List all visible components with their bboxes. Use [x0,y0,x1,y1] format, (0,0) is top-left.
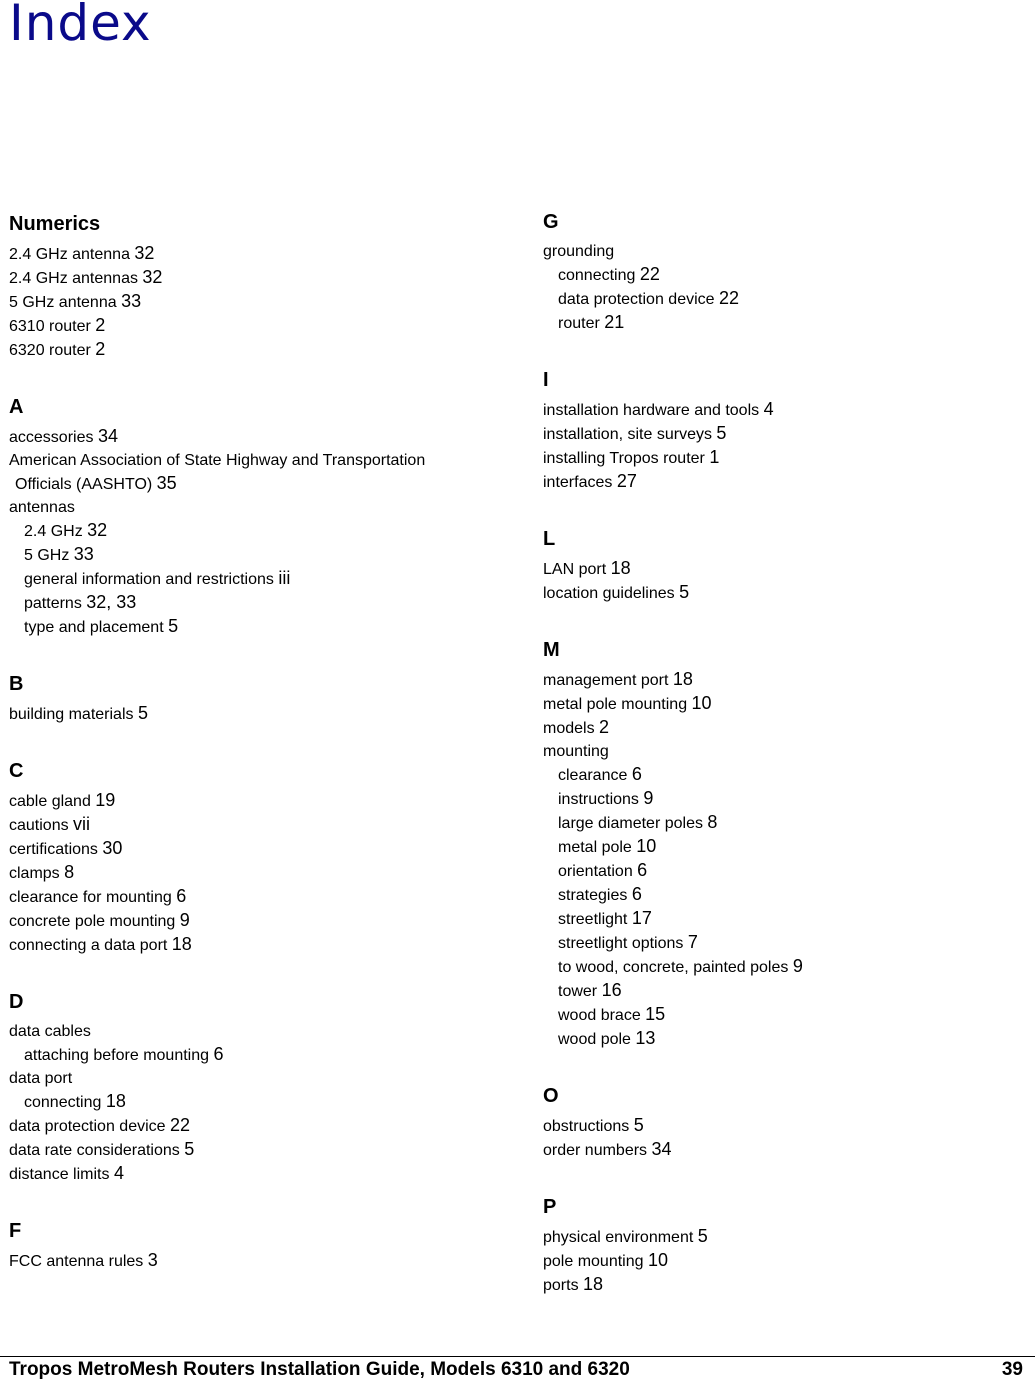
index-entry [543,446,1035,470]
index-entry [543,240,1035,263]
index-page-ref[interactable]: 17 [631,908,652,928]
index-subentry [543,1027,1035,1051]
index-entry-text: metal pole [558,839,632,856]
index-section-heading: M [543,639,560,661]
index-entry-text: 5 GHz [24,547,70,564]
index-page-ref[interactable]: 2 [95,339,106,359]
index-page-ref[interactable]: iii [278,568,291,588]
index-page-ref[interactable]: 18 [105,1091,126,1111]
index-subentry [543,287,1035,311]
index-entry-text: data protection device [558,291,715,308]
index-section [543,208,1035,335]
index-page-ref[interactable]: 9 [792,956,803,976]
index-page-ref[interactable]: 34 [97,426,118,446]
index-page-ref[interactable]: 6 [631,884,642,904]
index-page-ref[interactable]: 30 [102,838,123,858]
index-entry [543,470,1035,494]
index-page-ref[interactable]: 5 [184,1139,195,1159]
index-page-ref[interactable]: 32, 33 [86,592,137,612]
index-page-ref[interactable]: 10 [636,836,657,856]
index-subentry [543,907,1035,931]
index-entry [9,242,509,266]
index-entry-text: data port [9,1070,73,1087]
index-page-ref[interactable]: 22 [170,1115,191,1135]
index-entry-text: metal pole mounting [543,696,688,713]
index-section [543,1193,1035,1297]
index-page-ref[interactable]: 33 [73,544,94,564]
index-page-ref[interactable]: 32 [142,267,163,287]
index-entry-text: pole mounting [543,1253,644,1270]
index-entry [9,909,509,933]
index-section-heading: L [543,528,556,550]
index-entry-text: interfaces [543,474,613,491]
index-entry-text: physical environment [543,1229,694,1246]
index-subentry [543,883,1035,907]
index-page-ref[interactable]: 8 [707,812,718,832]
index-entry [9,290,509,314]
index-entry [543,1225,1035,1249]
page-title: Index [9,0,152,52]
index-entry-text: to wood, concrete, painted poles [558,959,789,976]
index-page-ref[interactable]: 5 [716,423,727,443]
index-entry-text: models [543,720,595,737]
index-page-ref[interactable]: 4 [113,1163,124,1183]
index-page-ref[interactable]: 22 [719,288,740,308]
index-entry-text: 2.4 GHz [24,523,83,540]
index-entry-text: tower [558,983,598,1000]
index-page-ref[interactable]: 9 [643,788,654,808]
index-page-ref[interactable]: 19 [95,790,116,810]
index-subentry [543,811,1035,835]
index-entry-text: ports [543,1277,579,1294]
index-entry [9,1067,509,1090]
index-entry-continuation-text: Officials (AASHTO) [15,476,153,493]
index-page-ref[interactable]: 18 [583,1274,604,1294]
index-subentry [543,263,1035,287]
index-entry-text: clearance for mounting [9,889,172,906]
index-entry [9,933,509,957]
index-entry-text: obstructions [543,1118,630,1135]
index-page-ref[interactable]: 2 [599,717,610,737]
index-entry-text: streetlight options [558,935,684,952]
index-page-ref[interactable]: 3 [147,1250,158,1270]
index-subentry [543,931,1035,955]
index-entry [9,449,509,496]
index-subentry [543,1003,1035,1027]
index-entry-text: antennas [9,499,75,516]
index-entry-text: 5 GHz antenna [9,294,117,311]
index-entry-text: 6310 router [9,318,91,335]
index-section [9,210,509,362]
index-entry [543,1273,1035,1297]
footer-page-number: 39 [1001,1359,1023,1380]
index-section [9,393,509,639]
index-section [543,525,1035,605]
index-entry-text: data rate considerations [9,1142,180,1159]
index-page-ref[interactable]: 6 [637,860,648,880]
index-entry-text: data protection device [9,1118,166,1135]
index-section-heading: P [543,1196,557,1218]
index-section [9,670,509,726]
index-entry-text: order numbers [543,1142,648,1159]
index-page-ref[interactable]: 32 [87,520,108,540]
index-entry [9,338,509,362]
index-entry-text: American Association of State Highway and Transportation [9,452,426,469]
index-page-ref[interactable]: 5 [697,1226,708,1246]
index-subentry [9,543,509,567]
index-section-heading: B [9,673,24,695]
index-section-heading: D [9,991,24,1013]
index-page-ref[interactable]: 8 [64,862,75,882]
index-page-ref[interactable]: 22 [639,264,660,284]
index-subentry [543,955,1035,979]
index-page-ref[interactable]: 6 [631,764,642,784]
index-subentry [9,567,509,591]
index-entry-text: connecting [24,1094,102,1111]
index-entry-text: instructions [558,791,639,808]
index-page-ref[interactable]: 6 [176,886,187,906]
index-subentry [543,835,1035,859]
index-entry [9,1249,509,1273]
index-subentry [9,1090,509,1114]
index-entry-text: connecting [558,267,636,284]
index-entry [9,1138,509,1162]
index-page-ref[interactable]: 21 [604,312,625,332]
index-entry-text: cautions [9,817,69,834]
index-entry [543,422,1035,446]
index-entry [9,861,509,885]
index-entry [543,1249,1035,1273]
index-entry [9,885,509,909]
index-page-ref[interactable]: 18 [610,558,631,578]
index-section-heading: Numerics [9,213,101,235]
index-entry-text: mounting [543,743,609,760]
index-entry [9,1162,509,1186]
index-page-ref[interactable]: 33 [121,291,142,311]
index-section-heading: I [543,369,549,391]
index-entry-text: 2.4 GHz antennas [9,270,138,287]
index-entry-text: type and placement [24,619,164,636]
index-section-heading: C [9,760,24,782]
index-entry-text: location guidelines [543,585,675,602]
index-entry-text: LAN port [543,561,607,578]
index-entry-text: certifications [9,841,98,858]
index-page-ref[interactable]: 5 [137,703,148,723]
index-entry [543,557,1035,581]
index-entry-text: management port [543,672,669,689]
index-entry-text: strategies [558,887,628,904]
index-page-ref[interactable]: 4 [763,399,774,419]
index-column-left [9,208,509,1273]
index-entry-text: router [558,315,600,332]
index-entry [9,496,509,519]
index-entry-text: orientation [558,863,633,880]
index-subentry [9,615,509,639]
index-entry-text: FCC antenna rules [9,1253,144,1270]
index-entry [543,398,1035,422]
index-page-ref[interactable]: 27 [616,471,637,491]
index-page-ref[interactable]: vii [73,814,91,834]
index-entry [543,716,1035,740]
index-page-ref[interactable]: 10 [691,693,712,713]
index-entry [9,314,509,338]
index-entry [9,837,509,861]
index-section [9,1217,509,1273]
index-page-ref[interactable]: 13 [635,1028,656,1048]
index-page-ref[interactable]: 35 [156,473,177,493]
index-subentry [543,859,1035,883]
index-page-ref[interactable]: 32 [134,243,155,263]
index-section [543,636,1035,1051]
index-entry-text: distance limits [9,1166,110,1183]
index-entry [9,702,509,726]
index-entry [9,813,509,837]
index-page-ref[interactable]: 7 [687,932,698,952]
index-subentry [543,763,1035,787]
index-entry-continuation [9,472,509,496]
index-entry-text: patterns [24,595,82,612]
index-column-right [543,208,1035,1297]
index-page-ref[interactable]: 16 [601,980,622,1000]
index-entry-text: streetlight [558,911,628,928]
index-page-ref[interactable]: 18 [171,934,192,954]
index-entry [9,266,509,290]
index-entry-text: wood brace [558,1007,641,1024]
index-page-ref[interactable]: 10 [647,1250,668,1270]
index-page-ref[interactable]: 5 [679,582,690,602]
index-section-heading: A [9,396,24,418]
index-page-ref[interactable]: 9 [179,910,190,930]
index-entry-text: wood pole [558,1031,631,1048]
index-page-ref[interactable]: 6 [213,1044,224,1064]
index-entry [9,1114,509,1138]
index-section [543,1082,1035,1162]
index-subentry [9,1043,509,1067]
index-entry [543,1138,1035,1162]
index-subentry [543,979,1035,1003]
index-page-ref[interactable]: 34 [651,1139,672,1159]
index-entry-text: accessories [9,429,94,446]
index-subentry [543,787,1035,811]
index-entry-text: general information and restrictions [24,571,274,588]
index-page-ref[interactable]: 15 [645,1004,666,1024]
index-entry-text: grounding [543,243,615,260]
index-entry-text: clamps [9,865,60,882]
index-entry-text: installation, site surveys [543,426,712,443]
index-entry [543,668,1035,692]
index-page-ref[interactable]: 18 [672,669,693,689]
index-section [9,757,509,957]
index-page-ref[interactable]: 5 [168,616,179,636]
index-page-ref[interactable]: 5 [633,1115,644,1135]
index-section [9,988,509,1186]
index-entry-text: installation hardware and tools [543,402,760,419]
index-section-heading: F [9,1220,22,1242]
index-entry [543,581,1035,605]
index-entry-text: concrete pole mounting [9,913,176,930]
index-entry-text: cable gland [9,793,91,810]
index-entry-text: large diameter poles [558,815,703,832]
index-section [543,366,1035,494]
index-page-ref[interactable]: 2 [95,315,106,335]
index-section-heading: G [543,211,559,233]
index-entry [9,425,509,449]
index-section-heading: O [543,1085,559,1107]
index-subentry [9,591,509,615]
index-entry [9,789,509,813]
index-entry [9,1020,509,1043]
index-entry-text: 2.4 GHz antenna [9,246,130,263]
index-page-ref[interactable]: 1 [709,447,720,467]
index-entry-text: clearance [558,767,628,784]
footer-doc-title: Tropos MetroMesh Routers Installation Guide, Models 6310 and 6320 [9,1359,630,1380]
index-subentry [543,311,1035,335]
index-entry [543,740,1035,763]
footer-divider [0,1356,1035,1357]
index-entry [543,1114,1035,1138]
index-entry-text: 6320 router [9,342,91,359]
index-entry-text: connecting a data port [9,937,168,954]
index-entry [543,692,1035,716]
index-entry-text: data cables [9,1023,91,1040]
index-entry-text: attaching before mounting [24,1047,210,1064]
index-subentry [9,519,509,543]
index-entry-text: building materials [9,706,134,723]
index-entry-text: installing Tropos router [543,450,705,467]
